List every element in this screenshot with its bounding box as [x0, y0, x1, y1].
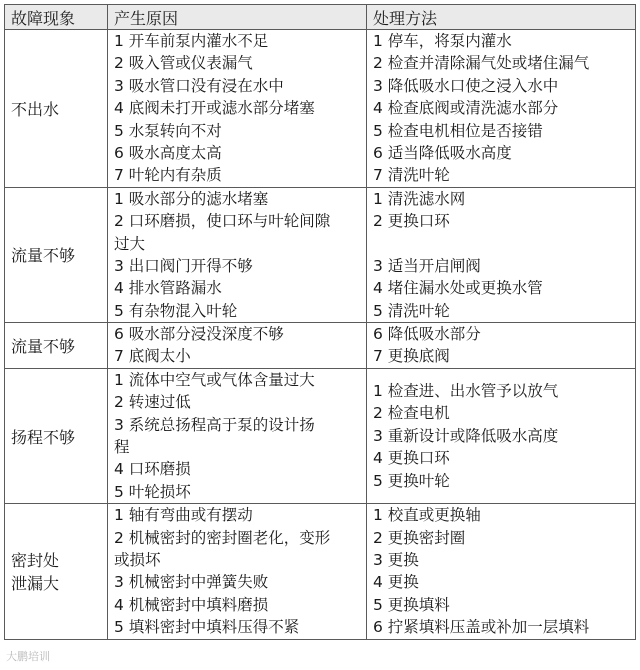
cause-line: 4 底阀未打开或滤水部分堵塞 — [114, 99, 315, 118]
fault-line: 密封处 — [11, 551, 60, 571]
cause-cell — [108, 504, 367, 639]
cause-cell — [108, 323, 367, 369]
header-row — [5, 5, 636, 30]
method-line: 4 堵住漏水处或更换水管 — [373, 279, 543, 298]
cause-line: 1 开车前泵内灌水不足 — [114, 32, 269, 50]
method-line: 5 更换填料 — [373, 595, 450, 614]
fault-cell: 流量不够 — [5, 187, 108, 322]
fault-cell: 流量不够 — [5, 323, 108, 369]
table-row — [5, 30, 636, 188]
method-line: 2 更换口环 — [373, 212, 450, 231]
method-line: 5 清洗叶轮 — [373, 301, 450, 320]
cause-line: 5 叶轮损坏 — [114, 482, 191, 501]
method-line: 1 停车，将泵内灌水 — [373, 32, 512, 50]
cause-line: 5 水泵转向不对 — [114, 121, 222, 140]
fault-cell — [5, 504, 108, 639]
cause-line: 2 机械密封的密封圈老化，变形 — [114, 528, 331, 547]
method-cell — [367, 187, 636, 322]
method-line: 3 更换 — [373, 550, 419, 569]
cause-line: 4 口环磨损 — [114, 460, 191, 479]
cause-cell — [108, 30, 367, 188]
fault-line: 泄漏大 — [11, 574, 60, 594]
cause-line: 2 吸入管或仪表漏气 — [114, 54, 253, 73]
cause-line: 6 吸水部分浸没深度不够 — [114, 325, 284, 344]
method-line: 3 降低吸水口使之浸入水中 — [373, 76, 559, 95]
cause-line: 1 流体中空气或气体含量过大 — [114, 370, 315, 389]
cause-line: 5 有杂物混入叶轮 — [114, 301, 238, 320]
cause-line: 1 轴有弯曲或有摆动 — [114, 506, 253, 525]
cause-line: 2 口环磨损，使口环与叶轮间隙 — [114, 212, 331, 231]
fault-cell: 不出水 — [5, 30, 108, 188]
cause-line: 3 出口阀门开得不够 — [114, 256, 253, 275]
cause-line: 7 底阀太小 — [114, 347, 191, 366]
cause-line: 程 — [114, 438, 130, 457]
cause-line: 过大 — [114, 234, 146, 253]
method-cell — [367, 368, 636, 503]
table-row — [5, 368, 636, 503]
cause-line: 3 机械密封中弹簧失败 — [114, 573, 269, 592]
header-cause: 产生原因 — [108, 5, 367, 30]
cause-line: 4 排水管路漏水 — [114, 279, 222, 298]
method-line: 6 降低吸水部分 — [373, 325, 481, 344]
method-line: 5 更换叶轮 — [373, 471, 450, 490]
method-line: 4 更换口环 — [373, 449, 450, 468]
cause-cell — [108, 187, 367, 322]
method-line: 4 更换 — [373, 573, 419, 592]
method-cell — [367, 504, 636, 639]
method-line: 6 适当降低吸水高度 — [373, 143, 512, 162]
method-line: 2 检查电机 — [373, 404, 450, 423]
pump-fault-table — [4, 4, 636, 640]
cause-line: 3 系统总扬程高于泵的设计扬 — [114, 415, 315, 434]
cause-line: 1 吸水部分的滤水堵塞 — [114, 189, 269, 208]
method-line: 2 更换密封圈 — [373, 528, 466, 547]
table-row — [5, 504, 636, 639]
table-row — [5, 187, 636, 322]
method-line: 2 检查并清除漏气处或堵住漏气 — [373, 54, 590, 73]
method-line: 7 更换底阀 — [373, 347, 450, 366]
method-line-empty — [367, 233, 635, 255]
method-line: 6 拧紧填料压盖或补加一层填料 — [373, 618, 590, 637]
header-fault: 故障现象 — [5, 5, 108, 30]
cause-line: 4 机械密封中填料磨损 — [114, 595, 269, 614]
method-line: 5 检查电机相位是否接错 — [373, 121, 543, 140]
method-line: 4 检查底阀或清洗滤水部分 — [373, 99, 559, 118]
method-line: 1 检查进、出水管予以放气 — [373, 382, 559, 401]
method-cell — [367, 323, 636, 369]
method-line: 1 清洗滤水网 — [373, 189, 466, 208]
cause-line: 3 吸水管口没有浸在水中 — [114, 76, 284, 95]
method-line: 3 重新设计或降低吸水高度 — [373, 426, 559, 445]
method-cell — [367, 30, 636, 188]
cause-line: 6 吸水高度太高 — [114, 143, 222, 162]
header-method: 处理方法 — [367, 5, 636, 30]
cause-line: 5 填料密封中填料压得不紧 — [114, 618, 300, 637]
method-line: 7 清洗叶轮 — [373, 166, 450, 185]
watermark: 大鹏培训 — [6, 650, 50, 663]
method-line: 1 校直或更换轴 — [373, 506, 481, 525]
cause-line: 或损坏 — [114, 550, 161, 569]
cause-cell — [108, 368, 367, 503]
cause-line: 2 转速过低 — [114, 393, 191, 412]
method-line: 3 适当开启闸阀 — [373, 256, 481, 275]
cause-line: 7 叶轮内有杂质 — [114, 166, 222, 185]
table-row — [5, 323, 636, 369]
fault-cell: 扬程不够 — [5, 368, 108, 503]
